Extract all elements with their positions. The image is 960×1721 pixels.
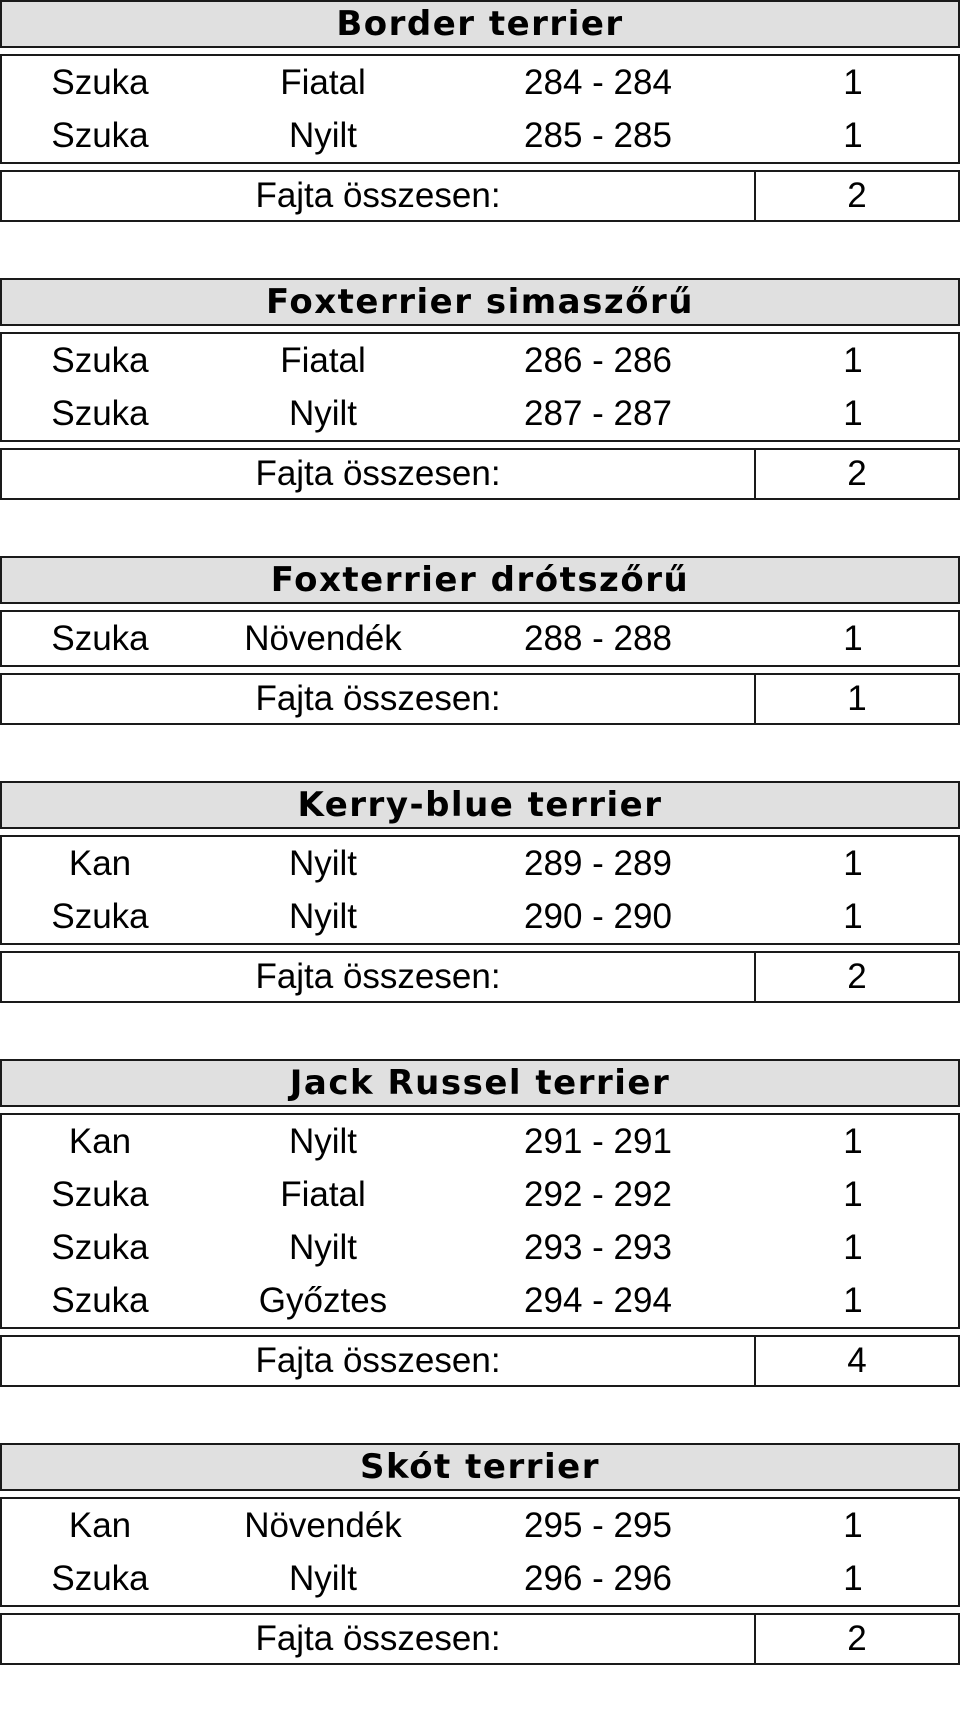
breed-header: Foxterrier simaszőrű [0, 278, 960, 326]
number-range-cell: 296 - 296 [524, 1558, 672, 1598]
total-label: Fajta összesen: [255, 1341, 501, 1380]
sex-cell: Szuka [51, 1280, 149, 1320]
breed-section [0, 781, 960, 1003]
sex-cell: Szuka [51, 393, 149, 433]
entry-row [2, 1552, 958, 1605]
entry-row [2, 334, 958, 387]
total-count: 2 [754, 1615, 958, 1663]
class-cell: Fiatal [280, 1174, 366, 1214]
total-count: 2 [754, 450, 958, 498]
class-cell: Nyilt [288, 896, 358, 936]
breed-header: Jack Russel terrier [0, 1059, 960, 1107]
sex-cell: Kan [68, 843, 132, 883]
total-label: Fajta összesen: [255, 454, 501, 493]
entry-row [2, 890, 958, 943]
total-count: 2 [754, 172, 958, 220]
entry-row [2, 837, 958, 890]
number-range-cell: 290 - 290 [524, 896, 672, 936]
entry-row [2, 1115, 958, 1168]
sex-cell: Kan [68, 1121, 132, 1161]
entry-list [0, 1497, 960, 1607]
sex-cell: Szuka [51, 1174, 149, 1214]
sex-cell: Szuka [51, 1558, 149, 1598]
breed-header: Border terrier [0, 0, 960, 48]
number-range-cell: 294 - 294 [524, 1280, 672, 1320]
sex-cell: Szuka [51, 62, 149, 102]
sex-cell: Kan [68, 1505, 132, 1545]
total-label: Fajta összesen: [255, 957, 501, 996]
sex-cell: Szuka [51, 1227, 149, 1267]
breed-section [0, 278, 960, 500]
count-cell: 1 [843, 843, 863, 883]
entry-row [2, 1274, 958, 1327]
breed-section [0, 556, 960, 725]
total-label: Fajta összesen: [255, 176, 501, 215]
count-cell: 1 [843, 393, 863, 433]
entry-row [2, 612, 958, 665]
entry-row [2, 56, 958, 109]
class-cell: Győztes [258, 1280, 388, 1320]
count-cell: 1 [843, 618, 863, 658]
sex-cell: Szuka [51, 896, 149, 936]
entry-list [0, 332, 960, 442]
count-cell: 1 [843, 1227, 863, 1267]
count-cell: 1 [843, 62, 863, 102]
sex-cell: Szuka [51, 115, 149, 155]
entry-row [2, 109, 958, 162]
total-count: 2 [754, 953, 958, 1001]
number-range-cell: 284 - 284 [524, 62, 672, 102]
count-cell: 1 [843, 896, 863, 936]
sex-cell: Szuka [51, 618, 149, 658]
entry-row [2, 1168, 958, 1221]
class-cell: Növendék [244, 1505, 402, 1545]
entry-row [2, 387, 958, 440]
entry-list [0, 1113, 960, 1329]
total-label: Fajta összesen: [255, 679, 501, 718]
number-range-cell: 289 - 289 [524, 843, 672, 883]
class-cell: Nyilt [288, 843, 358, 883]
count-cell: 1 [843, 1280, 863, 1320]
class-cell: Növendék [244, 618, 402, 658]
breed-total-row [0, 170, 960, 222]
class-cell: Nyilt [288, 1227, 358, 1267]
total-count: 4 [754, 1337, 958, 1385]
breed-header: Foxterrier drótszőrű [0, 556, 960, 604]
number-range-cell: 295 - 295 [524, 1505, 672, 1545]
entry-list [0, 54, 960, 164]
breed-header: Kerry-blue terrier [0, 781, 960, 829]
breed-total-row [0, 448, 960, 500]
breed-total-row [0, 951, 960, 1003]
breed-total-row [0, 673, 960, 725]
number-range-cell: 293 - 293 [524, 1227, 672, 1267]
number-range-cell: 285 - 285 [524, 115, 672, 155]
number-range-cell: 287 - 287 [524, 393, 672, 433]
number-range-cell: 292 - 292 [524, 1174, 672, 1214]
count-cell: 1 [843, 115, 863, 155]
count-cell: 1 [843, 1174, 863, 1214]
entry-row [2, 1499, 958, 1552]
count-cell: 1 [843, 1558, 863, 1598]
total-label: Fajta összesen: [255, 1619, 501, 1658]
number-range-cell: 288 - 288 [524, 618, 672, 658]
class-cell: Nyilt [288, 115, 358, 155]
breed-section [0, 1443, 960, 1665]
breed-total-row [0, 1335, 960, 1387]
breed-total-row [0, 1613, 960, 1665]
number-range-cell: 286 - 286 [524, 340, 672, 380]
entry-row [2, 1221, 958, 1274]
class-cell: Nyilt [288, 1558, 358, 1598]
entry-list [0, 835, 960, 945]
entry-list [0, 610, 960, 667]
count-cell: 1 [843, 1505, 863, 1545]
class-cell: Fiatal [280, 340, 366, 380]
breed-section [0, 0, 960, 222]
class-cell: Fiatal [280, 62, 366, 102]
total-count: 1 [754, 675, 958, 723]
breed-section [0, 1059, 960, 1387]
number-range-cell: 291 - 291 [524, 1121, 672, 1161]
class-cell: Nyilt [288, 393, 358, 433]
sex-cell: Szuka [51, 340, 149, 380]
count-cell: 1 [843, 340, 863, 380]
breed-header: Skót terrier [0, 1443, 960, 1491]
class-cell: Nyilt [288, 1121, 358, 1161]
count-cell: 1 [843, 1121, 863, 1161]
